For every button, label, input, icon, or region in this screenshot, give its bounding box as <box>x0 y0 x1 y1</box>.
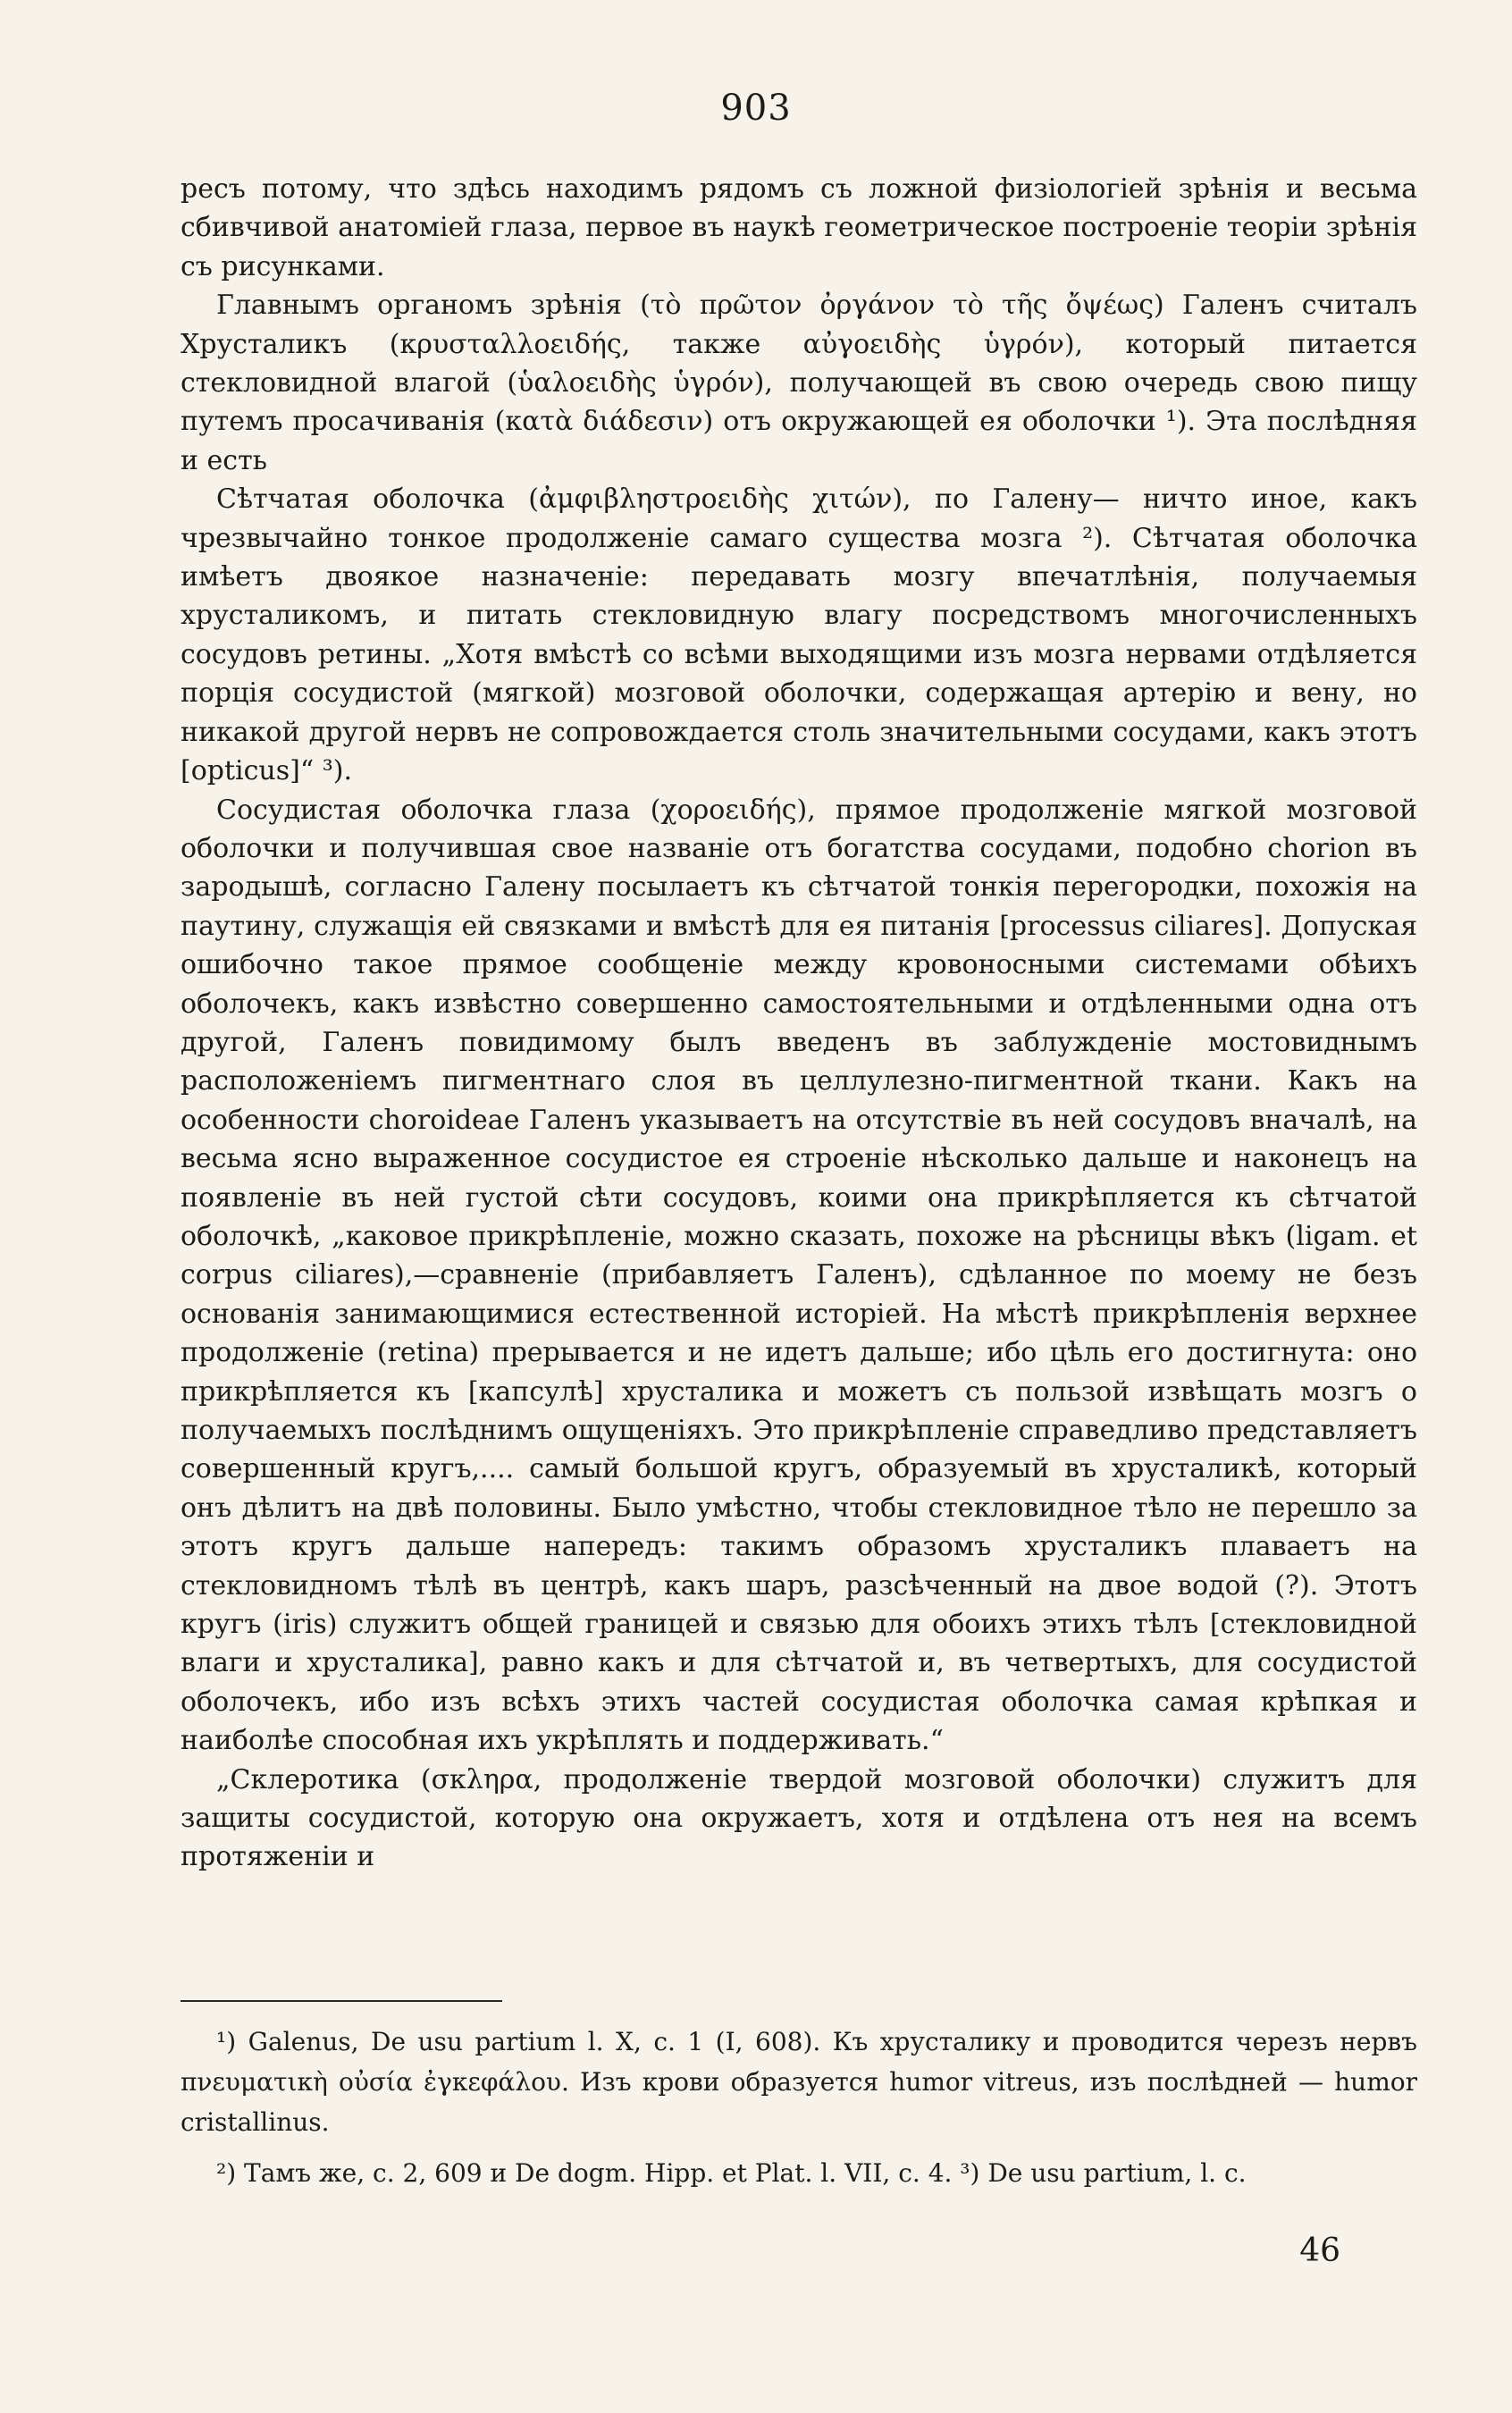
paragraph-choroid: Сосудистая оболочка глаза (χοροειδής), прямое продолженіе мягкой мозговой оболочки и получившая свое названіе отъ богатства сосудами, подобно chorion въ зародышѣ, согласно Галену посылаетъ къ сѣтчатой тонкія перегородки, похожія на паутину, служащія ей связками и вмѣстѣ для ея питанія [processus ciliares]. Допуская ошибочно такое прямое сообщеніе между кровоносными системами обѣихъ оболочекъ, какъ извѣстно совершенно самостоятельными и отдѣленными одна отъ другой, Галенъ повидимому былъ введенъ въ заблужденіе мостовиднымъ расположеніемъ пигментнаго слоя въ целлулезно-пигментной ткани. Какъ на особенности choroideae Галенъ указываетъ на отсутствіе въ ней сосудовъ вначалѣ, на весьма ясно выраженное сосудистое ея строеніе нѣсколько дальше и наконецъ на появленіе въ ней густой сѣти сосудовъ, коими она прикрѣпляется къ сѣтчатой оболочкѣ, „каковое прикрѣпленіе, можно сказать, похоже на рѣсницы вѣкъ (ligam. et corpus ciliares),—сравненіе (прибавляетъ Галенъ), сдѣланное по моему не безъ основанія занимающимися естественной исторіей. На мѣстѣ прикрѣпленія верхнее продолженіе (retina) прерывается и не идетъ дальше; ибо цѣль его достигнута: оно прикрѣпляется къ [капсулѣ] хрусталика и можетъ съ пользой извѣщать мозгъ о получаемыхъ послѣднимъ ощущеніяхъ. Это прикрѣпленіе справедливо представляетъ совершенный кругъ,.... самый большой кругъ, образуемый въ хрусталикѣ, который онъ дѣлитъ на двѣ половины. Было умѣстно, чтобы стекловидное тѣло не перешло за этотъ кругъ дальше напередъ: такимъ образомъ хрусталикъ плаваетъ на стекловидномъ тѣлѣ въ центрѣ, какъ шаръ, разсѣченный на двое водой (?). Этотъ кругъ (iris) служитъ общей границей и связью для обоихъ этихъ тѣлъ [стекловидной влаги и хрусталика], равно какъ и для сѣтчатой и, въ четвертыхъ, для сосудистой оболочекъ, ибо изъ всѣхъ этихъ частей сосудистая оболочка самая крѣпкая и наиболѣе способная ихъ укрѣплять и поддерживать.“ <box>181 794 1417 1757</box>
paragraph-sclera: „Склеротика (σκληρα, продолженіе твердой мозговой оболочки) служитъ для защиты сосудистой, которую она окружаетъ, хотя и отдѣлена отъ нея на всемъ протяженіи и <box>181 1763 1417 1873</box>
paragraph-main-organ: Главнымъ органомъ зрѣнія (τὸ πρῶτον ὀργάνον τὸ τῆς ὄψέως) Галенъ считалъ Хрусталикъ (κρυσταλλοειδής, также αὐγοειδὴς ὑγρόν), который питается стекловидной влагой (ὑαλοειδὴς ὑγρόν), получающей въ свою очередь свою пищу путемъ просачиванія (κατὰ διάδεσιν) отъ окружающей ея оболочки ¹). Эта послѣдняя и есть <box>181 290 1417 476</box>
lead-paragraph: ресъ потому, что здѣсь находимъ рядомъ съ ложной физіологіей зрѣнія и весьма сбивчивой анатоміей глаза, первое въ наукѣ геометрическое построеніе теоріи зрѣнія съ рисунками. <box>181 173 1417 282</box>
footnote-2-3: ²) Тамъ же, c. 2, 609 и De dogm. Hipp. et Plat. l. VII, c. 4. ³) De usu partium, l. c. <box>216 2158 1247 2188</box>
body-text <box>181 170 1417 1877</box>
page-number: 903 <box>720 88 792 129</box>
paragraph-retina: Сѣтчатая оболочка (ἀμφιβληστροειδὴς χιτών), по Галену— ничто иное, какъ чрезвычайно тонкое продолженіе самаго существа мозга ²). Сѣтчатая оболочка имѣетъ двоякое назначеніе: передавать мозгу впечатлѣнія, получаемыя хрусталикомъ, и питать стекловидную влагу посредствомъ многочисленныхъ сосудовъ ретины. „Хотя вмѣстѣ со всѣми выходящими изъ мозга нервами отдѣляется порція сосудистой (мягкой) мозговой оболочки, содержащая артерію и вену, но никакой другой нервъ не сопровождается столь значительными сосудами, какъ этотъ [opticus]“ ³). <box>181 483 1417 787</box>
footnotes <box>181 2022 1417 2204</box>
signature-mark: 46 <box>1299 2232 1340 2269</box>
footnote-divider <box>181 2000 502 2002</box>
footnote-1: ¹) Galenus, De usu partium l. X, c. 1 (I, 608). Къ хрусталику и проводится черезъ нервъ πνευματικὴ οὐσία ἐγκεφάλου. Изъ крови образуется humor vitreus, изъ послѣдней — humor cristallinus. <box>181 2027 1417 2137</box>
